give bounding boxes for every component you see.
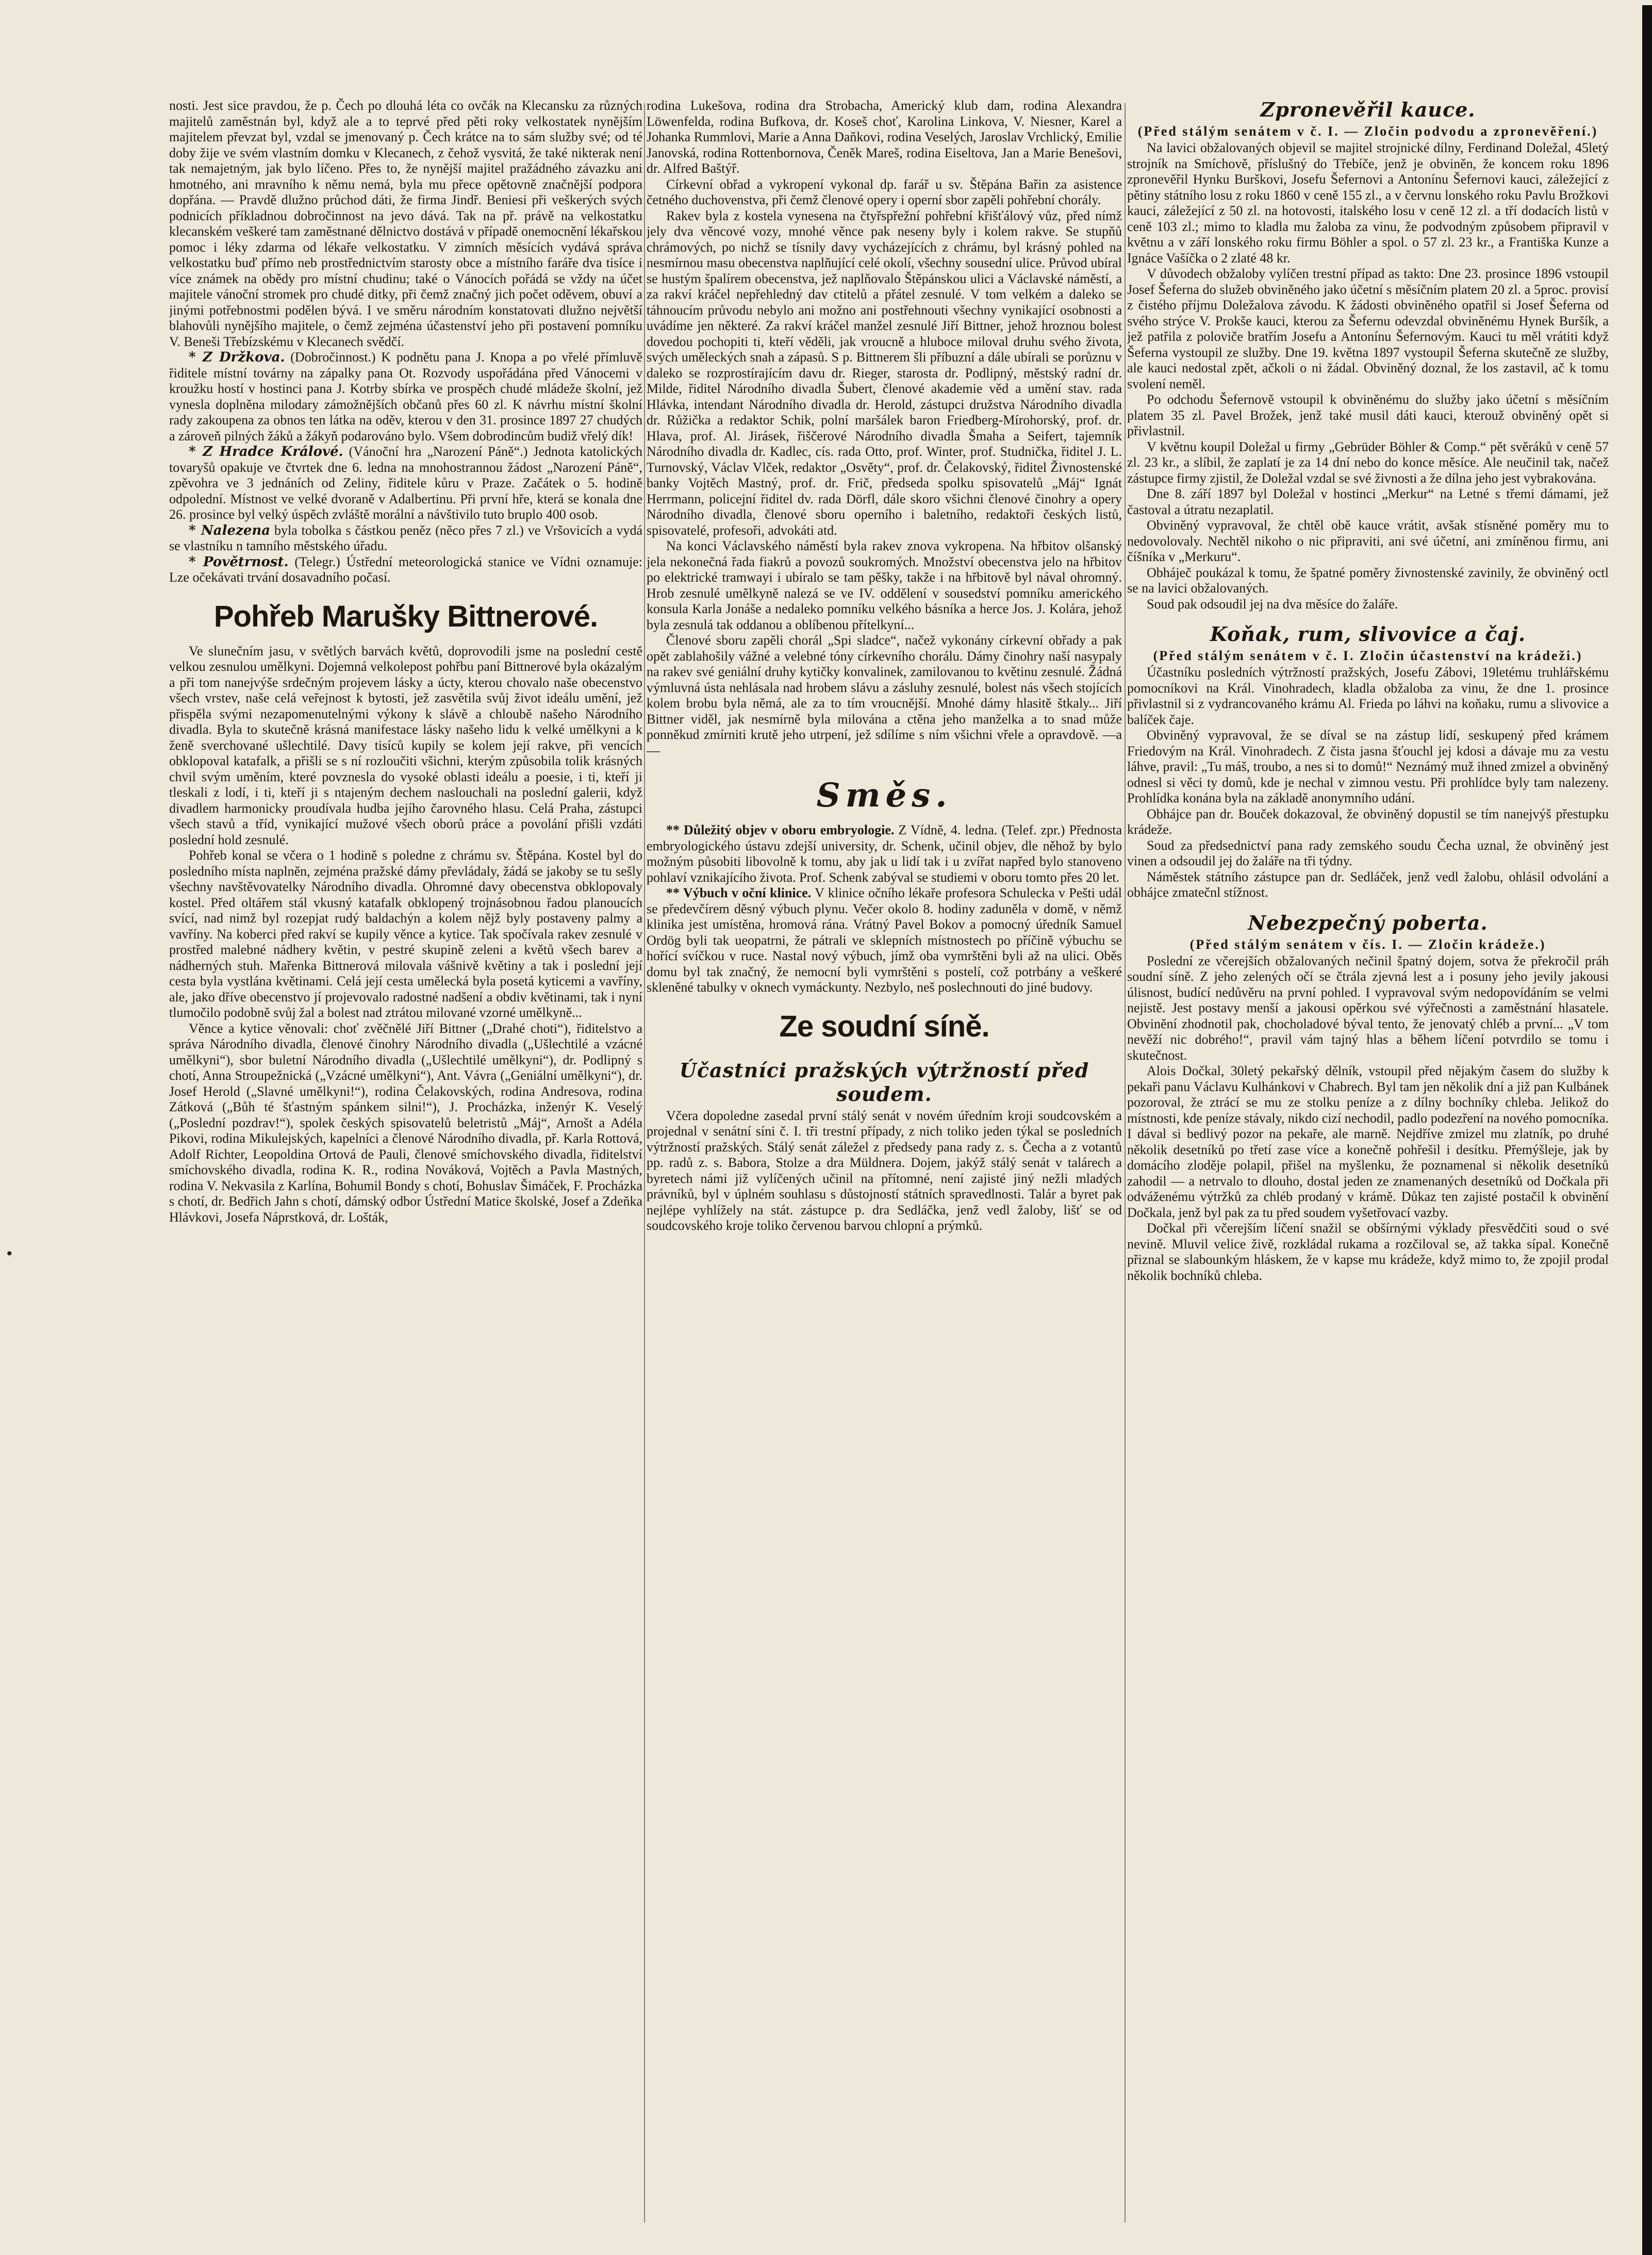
news-item-head: * Nalezena <box>189 522 271 538</box>
news-item <box>647 885 1122 996</box>
article-paragraph: Soud za předsednictví pana rady zemského soudu Čecha uznal, že obviněný jest vinen a odsoudil jej do žaláře na tři týdny. <box>1127 837 1609 868</box>
section-subtitle: (Před stálým senátem v čís. I. — Zločin krádeže.) <box>1190 936 1546 952</box>
article-paragraph: Věnce a kytice věnovali: choť zvěčnělé Jiří Bittner („Drahé choti“), řiditelstvo a správa Národního divadla, členové činohry Národního divadla („Ušlechtilé a vzácné umělkyni“), sbor buletní Národního divadla („Ušlechtilé umělkyni“), dr. Podlipný s chotí, Anna Stroupežnická („Vzácné umělkyni“), Ant. Vávra („Geniální umělkyni“), dr. Josef Herold („Slavné umělkyni!“), rodina Čelakovských, rodina Andresova, rodina Zátková („Bůh té šťastným spánkem silni!“), J. Procházka, inženýr K. Veselý („Poslední pozdrav!“), spolek českých spisovatelů beletristů „Máj“, Arnošt a Adéla Pikovi, rodina Mikulejských, kapelníci a členové Národního divadla, př. Karla Rottová, Adolf Richter, Leopoldina Ortová de Pauli, členové smíchovského divadla, řiditelství smíchovského divadla, rodina K. R., rodina Nováková, Vojtěch a Pavla Mastných, rodina V. Nekvasila z Karlína, Bohumil Bondy s chotí, Bohuslav Šimáček, F. Procházka s chotí, dr. Bedřich Jahn s chotí, dámský odbor Ústřední Matice školské, Josef a Zdeňka Hlávkovi, Josefa Náprstková, dr. Lošták, <box>169 1020 642 1225</box>
column-right <box>1127 98 1609 2223</box>
news-item-text: Z Vídně, 4. ledna. (Telef. zpr.) Přednosta embryologického ústavu zdejší university, dr. Schenk, učinil objev, dle něhož by bylo možným působiti libovolně k tomu, aby jak u lidí tak i u zvířat napřed bylo stanoveno pohlaví vznikajícího života. Prof. Schenk zabýval se studiemi v oboru tomto přes 20 let. <box>647 822 1122 885</box>
article-paragraph: Členové sboru zapěli chorál „Spi sladce“, načež vykonány církevní obřady a pak opět zablahošily vážné a velebné tóny církevního chorálu. Dámy činohry naší nasypaly na rakev své geniální druhy kytičky konvalinek, zamilovanou to květinu zesnulé. Žádná výmluvná ústa nehlásala nad hrobem slávu a zásluhy zesnulé, bolest nás všech stojících kolem brobu byla němá, ale za to tím vroucnější. Mnohé dámy hlasitě štkaly... Jiří Bittner viděl, jak nesmírně byla milována a ctěna jeho manželka a to snad může ponněkud zmírniti krutě jeho utrpení, jež sdílíme s ním všichni vřele a opravdově. —a— <box>647 633 1122 758</box>
news-item-text: (Vánoční hra „Narození Páně“.) Jednota katolických tovaryšů opakuje ve čtvrtek dne 6. ledna na mnohostrannou žádost „Narození Páně“, zpěvohra ve 3 jednáních od Zeliny, řiditele kůru v Praze. Začátek o 5. hodině odpolední. Místnost ve velké dvoraně v Adalbertinu. Při první hře, která se konala dne 26. prosince byl velký úspěch zvláště morální a návštivilo tuto bruplo 400 osob. <box>169 444 642 522</box>
article-paragraph: Obviněný vypravoval, že chtěl obě kauce vrátit, avšak stísněné poměry mu to nedovolovaly. Nechtěl nikoho o nic připraviti, ani své účetní, ani zmíněnou firmu, ani číšníka v „Merkuru“. <box>1127 518 1609 564</box>
article-paragraph: Pohřeb konal se včera o 1 hodině s poledne z chrámu sv. Štěpána. Kostel byl do posledního místa naplněn, zejména pražské dámy převládaly, žádá se jakoby se tu sešly všechny navštěvovatelky Národního divadla. Ohromné davy obecenstva obklopovaly kostel. Před oltářem stál vkusný katafalk obklopený trojnásobnou řadou planoucích svící, nad nimž byl rozepjat rudý baldachýn a kolem nějž byly postaveny palmy a vavříny. Na koberci před rakví se kupily věnce a kytice. Tak spočívala rakev zesnulé v prostřed malebné nádhery květin, v pestré skupině zeleni a květů všech barev a nádherných stuh. Mařenka Bittnerová milovala vášnivě květiny a tak i poslední její cesta byla vystlána květinami. Celá její cesta umělecká byla posetá kyticemi a vavříny, ale, jako dříve obecenstvo jí projevovalo radostné nadšení a obdiv květinami, tak i nyní tlumočilo podobně svůj žal a bolest nad ztrátou milované vzorné umělkyně... <box>169 848 642 1020</box>
headline-soud: Ze soudní síně. <box>779 1009 989 1043</box>
article-paragraph: Obháječ poukázal k tomu, že špatné poměry živnostenské zavinily, že obviněný octl se na lavici obžalovaných. <box>1127 565 1609 596</box>
headline-nebezpecny: Nebezpečný poberta. <box>1248 911 1488 934</box>
news-item-head: * Z Držkova. <box>189 350 285 365</box>
news-item <box>169 444 642 523</box>
article-paragraph: Na konci Václavského náměstí byla rakev znova vykropena. Na hřbitov olšanský jela nekonečná řada fiakrů a povozů soukromých. Množství obecenstva jelo na hřbitov po elektrické tramwayi i ubíralo se tam pěšky, takže i na hřbitově byl nával ohromný. Hrob zesnulé umělkyně nalezá se ve IV. oddělení v sousedství pomníku amerického konsula Karla Jonáše a nedaleko pomníku velkého básníka a herce Jos. J. Kolára, jehož byla zesnulá tak oddanou a oblíbenou přítelkyní... <box>647 538 1122 632</box>
news-item-text: (Dobročinnost.) K podnětu pana J. Knopa a po vřelé přímluvě řiditele místní továrny na zápalky pana Ot. Rozvody uspořádána před Vánocemi v kroužku hostí v hostinci pana J. Kotrby sbírka ve prospěch chudé mládeže školní, jež vynesla doplněna milodary zámožnějších občanů přes 60 zl. K návrhu místní školní rady zakoupena za obnos ten látka na oděv, kterou v den 31. prosince 1897 27 chudých a zároveň pilných žáků a žákyň podarováno bylo. Všem dobrodincům budiž vřelý dík! <box>169 350 642 443</box>
news-item-text: V klinice očního lékaře profesora Schulecka v Pešti udál se předevčírem děsný výbuch plynu. Večer okolo 8. hodiny zaduněla v domě, v němž klinika jest umístěna, hromová rána. Vrátný Pavel Bokov a pomocný úředník Samuel Ordög byli tak ueopatrni, že pátrali ve sklepních místnostech po příčině výbuchu se hořící svíčkou v ruce. Nastal nový výbuch, jímž oba vymrštěni byli až na ulici. Oběs domu byl tak značný, že nemocní byli vymrštěni s postelí, což potrbány a veškeré skleněné tabulky v oknech vymáckunty. Nezbylo, neš poslechnouti do jiné budovy. <box>647 885 1122 995</box>
news-item-text: (Telegr.) Ústřední meteorologická stanice ve Vídni oznamuje: Lze očekávati trvání dosavadního počasí. <box>169 554 642 585</box>
article-paragraph: Ve slunečním jasu, v světlých barvách květů, doprovodili jsme na poslední cestě velkou zesnulou umělkyni. Dojemná velkolepost pohřbu paní Bittnerové byla okázalým a při tom nanejvýše srdečným projevem lásky a úcty, kterou chovalo naše obecenstvo všech vrstev, naše celá veřejnost k bytosti, jež zasvětila svůj život ideálu umění, jež přispěla svými nezapomenutelnými výkony k slávě a chloubě našeho Národního divadla. Byla to skutečně krásná manifestace lásky našeho lidu k velké umělkyni a k ženě sverchované ušlechtilé. Davy tisíců kupily se kolem její rakve, při vencích obklopoval katafalk, a přišli se s ní rozloučiti všichni, kterým způsobila tolik krásných chvil svým uměním, které povznesla do vysoké oblasti ideálu a poesie, i ti, kteří ji tleskali z lodí, i ti, kteří ji s ntajeným dechem naslouchali na poslední galerii, když divadlem harmonicky proudívala hudba jejího čarovného hlasu. Celá Praha, zástupci všech stavů a tříd, vynikající mužové všech oborů práce a povolání přišli vzdáti poslední hold zesnulé. <box>169 643 642 847</box>
article-paragraph: Obhájce pan dr. Bouček dokazoval, že obviněný dopustil se tím nanejvýš přestupku krádeže. <box>1127 806 1609 837</box>
article-paragraph: Včera dopoledne zasedal první stálý senát v novém úředním kroji soudcovském a projednal v senátní síni č. I. tři trestní případy, z nich toliko jeden týkal se posledních výtržností pražských. Stálý senát záležel z předsedy pana rady z. s. Čecha a z votantů pp. radů z. s. Babora, Stolze a dra Müldnera. Dojem, jakýž stálý senát v talárech a byretech námi již vylíčených učinil na přítomné, není zajisté jiný nežli mladých právníků, byl v úplném souhlasu s důstojností státních spravedlnosti. Talár a byret pak nejlépe vyhlížely na stát. zástupce p. dra Sedláčka, jenž vedl žaloby, lišť se od soudcovského kroje toliko červenou barvou chlopní a prýmků. <box>647 1108 1122 1233</box>
article-paragraph: Dočkal při včerejším líčení snažil se obšírnými výklady přesvědčiti soud o své nevině. Mluvil velice živě, rozkládal rukama a rozčiloval se, až takka sípal. Konečně přiznal se slabounkým hláskem, že v kapse mu krádeže, když mimo to, že zpojil prodal několik bochníků chleba. <box>1127 1221 1609 1283</box>
article-paragraph: Soud pak odsoudil jej na dva měsíce do žaláře. <box>1147 596 1398 612</box>
subheadline-ucastnici: Účastníci pražských výtržností před soudem. <box>679 1058 1089 1106</box>
news-item-text: byla tobolka s částkou peněz (něco přes 7 zl.) ve Vršovicích a vydá se vlastníku n tamního městského úřadu. <box>169 522 642 553</box>
news-item <box>169 523 642 554</box>
headline-konak: Koňak, rum, slivovice a čaj. <box>1210 622 1526 646</box>
article-paragraph: Účastníku posledních výtržností pražských, Josefu Zábovi, 19letému truhlářskému pomocníkovi na Král. Vinohradech, kladla obžaloba za vinu, že dne 1. prosince přivlastnil si z vydrancovaného krámu Al. Frieda po láhvi na koňaku, rumu a slivovice a balíček čaje. <box>1127 665 1609 727</box>
news-item-head: ** Důležitý objev v oboru embryologie. <box>666 822 895 837</box>
headline-pohreb: Pohřeb Marušky Bittnerové. <box>213 599 598 633</box>
article-paragraph: Církevní obřad a vykropení vykonal dp. farář u sv. Štěpána Bařin za asistence četného duchovenstva, při čemž členové opery i operní sbor zapěli pohřební chorály. <box>647 176 1122 207</box>
news-item-head: * Z Hradce Králové. <box>189 444 343 459</box>
article-paragraph: rodina Lukešova, rodina dra Strobacha, Americký klub dam, rodina Alexandra Löwenfelda, rodina Bufkova, dr. Koseš choť, Karolina Linkova, V. Niesner, Karel a Johanka Rummlovi, Marie a Anna Daňkovi, rodina Veselých, Jaroslav Vrchlický, Emilie Janovská, rodina Rottenbornova, Čeněk Mareš, rodina Eiseltova, Jan a Marie Benešovi, dr. Alfred Baštýř. <box>647 98 1122 176</box>
news-item <box>169 554 642 586</box>
scan-edge-bar <box>1642 5 1652 2255</box>
news-item-head: * Povětrnost. <box>189 554 289 570</box>
news-item <box>647 822 1122 885</box>
column-divider <box>1125 103 1126 2223</box>
article-paragraph: Alois Dočkal, 30letý pekařský dělník, vstoupil před nějakým časem do služby k pekaři panu Václavu Kulhánkovi v Chabrech. Byl tam jen několik dní a již pan Kulbánek pozoroval, že ztrácí se mu ze stolku peníze a z dílny bochníky chleba. Jelikož do místnosti, kde peníze stávaly, nikdo cizí nechodil, padlo podezření na nového pomocníka. I dával si bedlivý pozor na pekaře, ale marně. Nejdříve zmizel mu zlatník, po druhé několik desetníků po třetí zase více a konečně pohřešil i desítku. Přemýšleje, jak by domácího zloděje polapil, přišel na myšlenku, že poznamenal si několik desetníků zahodil — a netrvalo to dlouho, dostal jeden ze znamenaných desetníků od Dočkala při odváženému výtržků za chléb prodaný v krámě. Důkaz ten zajisté postačil k obvinění Dočkala, jenž byl pak za tu před soudem vyšetřovací vazby. <box>1127 1063 1609 1220</box>
article-paragraph: V květnu koupil Doležal u firmy „Gebrüder Böhler & Comp.“ pět svěráků v ceně 57 zl. 23 kr., a slíbil, že zaplatí je za 14 dní nebo do konce měsíce. Ale neučinil tak, načež zástupce firmy zjistil, že Doležal vzdal se své živnosti a že dílna jeho jest vybrakována. <box>1127 439 1609 486</box>
headline-smes: Směs. <box>816 776 952 815</box>
article-paragraph: Rakev byla z kostela vynesena na čtyřspřežní pohřební křišťálový vůz, před nímž jely dva věncové vozy, mnohé věnce pak neseny byly i kolem rakve. Se stupňů chrámových, po nichž se tísnily davy vycházejících z chrámu, byl krásný pohled na nesmírnou masu obecenstva naplňující celé okolí, všechny sousední ulice. Průvod ubíral se hustým špalírem obecenstva, jež naplňovalo Štěpánskou ulici a Václavské náměstí, a za rakví kráčel nepřehledný dav ctitelů a přátel zesnulé. V tom velkém a daleko se táhnoucím průvodu nebylo ani možno ani postřehnouti všechny vynikající osobnosti a uvádíme jen některé. Za rakví kráčel manžel zesnulé Jiří Bittner, jehož hroznou bolest dovedou pochopiti ti, kteří věděli, jak vroucně a hluboce miloval druhu svého života, svých uměleckých snah a zápasů. S p. Bittnerem šli příbuzní a dále ubírali se porůznu v daleko se rozprostírajícím davu dr. Rieger, starosta dr. Podlipný, městský radní dr. Milde, řiditel Národního divadla Šubert, členové akademie věd a umění stav. rada Hlávka, intendant Národního divadla dr. Herold, zástupci družstva Národního divadla dr. Růžička a redaktor Schik, polní maršálek baron Friedberg-Mírohorský, prof. dr. Hlava, prof. Al. Jirásek, řiščerové Národního divadla Šmaha a Seifert, tajemník Národního divadla dr. Kadlec, cís. rada Otto, prof. Winter, prof. Studnička, řiditel J. L. Turnovský, Václav Vlček, redaktor „Osvěty“, prof. dr. Čelakovský, řiditel Živnostenské banky Vojtěch Mastný, prof. dr. Frič, předseda spolku spisovatelů „Máj“ Ignát Herrmann, policejní řiditel dv. rada Dörfl, dále skoro všichni členové činohry a opery Národního divadla, členové sboru operního i baletního, redaktoři českých listů, spisovatelé, profesoři, advokáti atd. <box>647 208 1122 538</box>
headline-zpronevril: Zpronevěřil kauce. <box>1260 98 1476 121</box>
column-left <box>169 98 642 2223</box>
article-paragraph: Poslední ze včerejších obžalovaných nečinil špatný dojem, sotva že překročil práh soudní síně. Z jeho zelených očí se čtrála zjevná lest a i posuny jeho jevily jakousi úlisnost, budící nedůvěru na první pohled. I vypravoval svým nedopovídáním se velmi nejistě. Jest postavy menší a jakousi opěrkou své výřečnosti a zaměstnání hlasatele. Obvinění zhodnotil pak, chocholadové býval tento, že jenovatý chléb a první... „V tom nevěží nic dobrého!“, pravil vám tajný hlas a během líčení potvrdilo se tomu i skutečnost. <box>1127 953 1609 1063</box>
news-item-head: ** Výbuch v oční klinice. <box>666 885 812 900</box>
column-middle <box>647 98 1122 2223</box>
article-paragraph: Dne 8. září 1897 byl Doležal v hostinci „Merkur“ na Letné s třemi dámami, jež častoval a útratu nezaplatil. <box>1127 486 1609 517</box>
article-paragraph: Po odchodu Šefernově vstoupil k obviněnému do služby jako účetní s měsíčním platem 35 zl. Pavel Brožek, jenž také musil dáti kauci, kterouž obviněný opět si přivlastnil. <box>1127 392 1609 438</box>
article-paragraph: Na lavici obžalovaných objevil se majitel strojnické dílny, Ferdinand Doležal, 45letý strojník na Smíchově, příslušný do Třebíče, jenž je obviněn, že koncem roku 1896 zpronevěřil Hynku Burškovi, Josefu Šefernovi a Antonínu Šefernovi kauci, záležející z pětiny státního losu z roku 1860 v ceně 155 zl., a v červnu lonského roku Pavlu Brožkovi kauci, záležející z 50 zl. na hotovosti, italského losu v ceně 12 zl. a tří dodacích listů v ceně 103 zl.; mimo to kladla mu žaloba za vinu, že podvodným způsobem připravil v květnu a v září lonského roku firmu Böhler a spol. o 57 zl. 23 kr., a Františka Kunze a Ignáce Vašíčka o 2 zlaté 48 kr. <box>1127 140 1609 266</box>
section-subtitle: (Před stálým senátem v č. I. Zločin účastenství na krádeži.) <box>1153 648 1583 663</box>
section-subtitle: (Před stálým senátem v č. I. — Zločin podvodu a zpronevěření.) <box>1137 124 1598 139</box>
article-paragraph: Náměstek státního zástupce pan dr. Sedláček, jenž vedl žalobu, ohlásil odvolání a obhájce zmatečnl stížnost. <box>1127 869 1609 900</box>
scan-mark-dot: • <box>5 1245 14 1262</box>
news-item <box>169 350 642 444</box>
article-paragraph: Obviněný vypravoval, že se díval se na zástup lidí, seskupený před krámem Friedovým na Král. Vinohradech. Z čista jasna šťouchl jej kdosi a dávaje mu za vestu láhve, pravil: „Tu máš, troubo, a nes si to domů!“ Neznámý muž ihned zmizel a obviněný odnesl si věci ty domů, kde je nechal v zimnou vestu. Při prohlídce byly tam nalezeny. Prohlídka konána byla na základě anonymního udání. <box>1127 728 1609 805</box>
column-divider <box>644 103 645 2223</box>
article-paragraph: nosti. Jest sice pravdou, že p. Čech po dlouhá léta co ovčák na Klecansku za různých majitelů zaměstnán byl, když ale a to teprvé před pěti roky velkostatek nynějším majitelem převzat byl, vzdal se jmenovaný p. Čech krátce na to sám služby své; od té doby žije ve svém vlastním domku v Klecanech, z čehož vysvitá, že také nikterak není tak nemajetným, jak bylo líčeno. Přes to, že nynější majitel pražádného závazku ani hmotného, ani mravního k němu nemá, byla mu přece opětovně značnější podpora dopřána. — Pravdě dlužno průchod dáti, že firma Jindř. Beniesi při veškerých svých podnicích příkladnou dobročinnost na jevo dává. Tak na př. právě na velkostatku klecanském veškeré tam zaměstnané dělnictvo dostává v případě onemocnění lékařskou pomoc i léky zdarma od lékaře velkostatku. V zimních měsících vydává správa velkostatku buď přímo neb prostřednictvím starosty obce a místního faráře dva tisíce i více známek na obědy pro místní chudinu; také o Vánocích pořádá se vždy na účet majitele vánoční stromek pro chudé ditky, při čemž značný jich počet oděvem, obuví a jinými potřebnostmi podělen bývá. I ve směru národním konstatovati dlužno největší blahovůli nynějšího majitele, o čemž zejména účastenství jeho při postavení pomníku V. Beneši Třebízskému v Klecanech svědčí. <box>169 98 642 349</box>
article-paragraph: V důvodech obžaloby vylíčen trestní případ as takto: Dne 23. prosince 1896 vstoupil Josef Šeferna do služeb obviněného jako účetní s měsíčním platem 20 zl. a 5proc. provisí z čistého příjmu Doležalova závodu. K žádosti obviněného opatřil si Josef Šeferna od svého strýce V. Prokše kauci, kterou za Šefernu odevzdal obviněnému Hynek Buršík, a jež patřila z poloviče bratřím Josefu a Antonínu Šefernovým. Kauci tu měl vrátiti když Šeferna vystoupil ze služby. Dne 19. května 1897 vystoupil Šeferna skutečně ze služby, ale kauci nedostal zpět, ačkoli o ni žádal. Obviněný doznal, že los zastavil, ač k tomu svolení neměl. <box>1127 266 1609 391</box>
